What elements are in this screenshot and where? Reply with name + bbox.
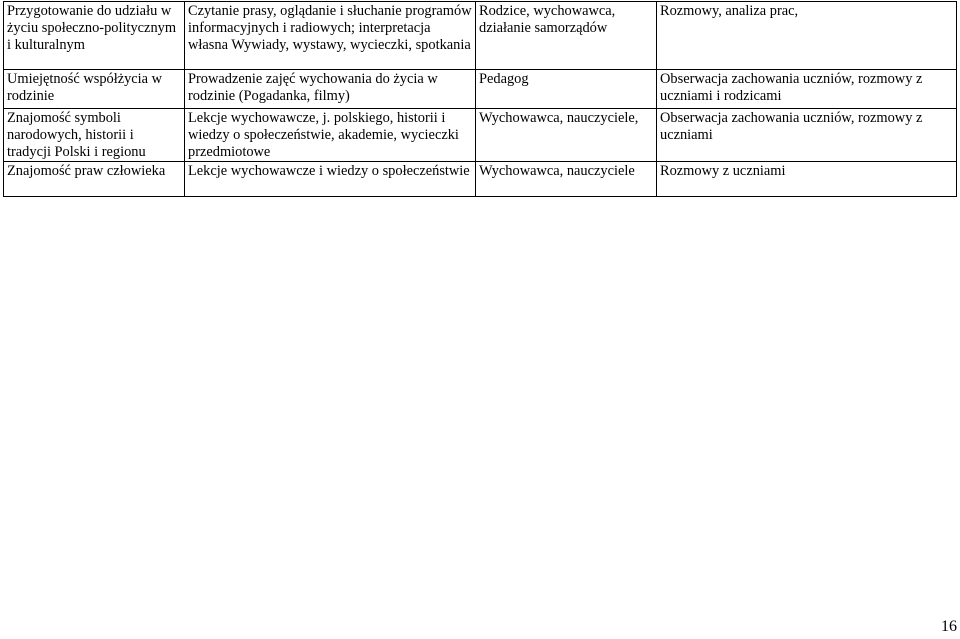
- activities-cell: Lekcje wychowawcze i wiedzy o społeczeństwie: [185, 162, 476, 197]
- evaluation-cell: Rozmowy z uczniami: [657, 162, 957, 197]
- activities-cell: Prowadzenie zajęć wychowania do życia w rodzinie (Pogadanka, filmy): [185, 70, 476, 109]
- goal-cell: Znajomość symboli narodowych, historii i tradycji Polski i regionu: [4, 109, 185, 162]
- evaluation-cell: Obserwacja zachowania uczniów, rozmowy z uczniami: [657, 109, 957, 162]
- table-row: [4, 109, 957, 162]
- table-row: [4, 70, 957, 109]
- table-row: [4, 162, 957, 197]
- goal-cell: Umiejętność współżycia w rodzinie: [4, 70, 185, 109]
- evaluation-cell: Obserwacja zachowania uczniów, rozmowy z uczniami i rodzicami: [657, 70, 957, 109]
- responsible-cell: Rodzice, wychowawca, działanie samorządów: [476, 2, 657, 70]
- goal-cell: Znajomość praw człowieka: [4, 162, 185, 197]
- responsible-cell: Wychowawca, nauczyciele,: [476, 109, 657, 162]
- activities-cell: Lekcje wychowawcze, j. polskiego, historii i wiedzy o społeczeństwie, akademie, wycieczki przedmiotowe: [185, 109, 476, 162]
- education-plan-table: [3, 1, 957, 197]
- evaluation-cell: Rozmowy, analiza prac,: [657, 2, 957, 70]
- activities-cell: Czytanie prasy, oglądanie i słuchanie programów informacyjnych i radiowych; interpretacja własna Wywiady, wystawy, wycieczki, spotkania: [185, 2, 476, 70]
- responsible-cell: Pedagog: [476, 70, 657, 109]
- table-row: [4, 2, 957, 70]
- responsible-cell: Wychowawca, nauczyciele: [476, 162, 657, 197]
- page-number: 16: [941, 618, 957, 635]
- goal-cell: Przygotowanie do udziału w życiu społeczno-politycznym i kulturalnym: [4, 2, 185, 70]
